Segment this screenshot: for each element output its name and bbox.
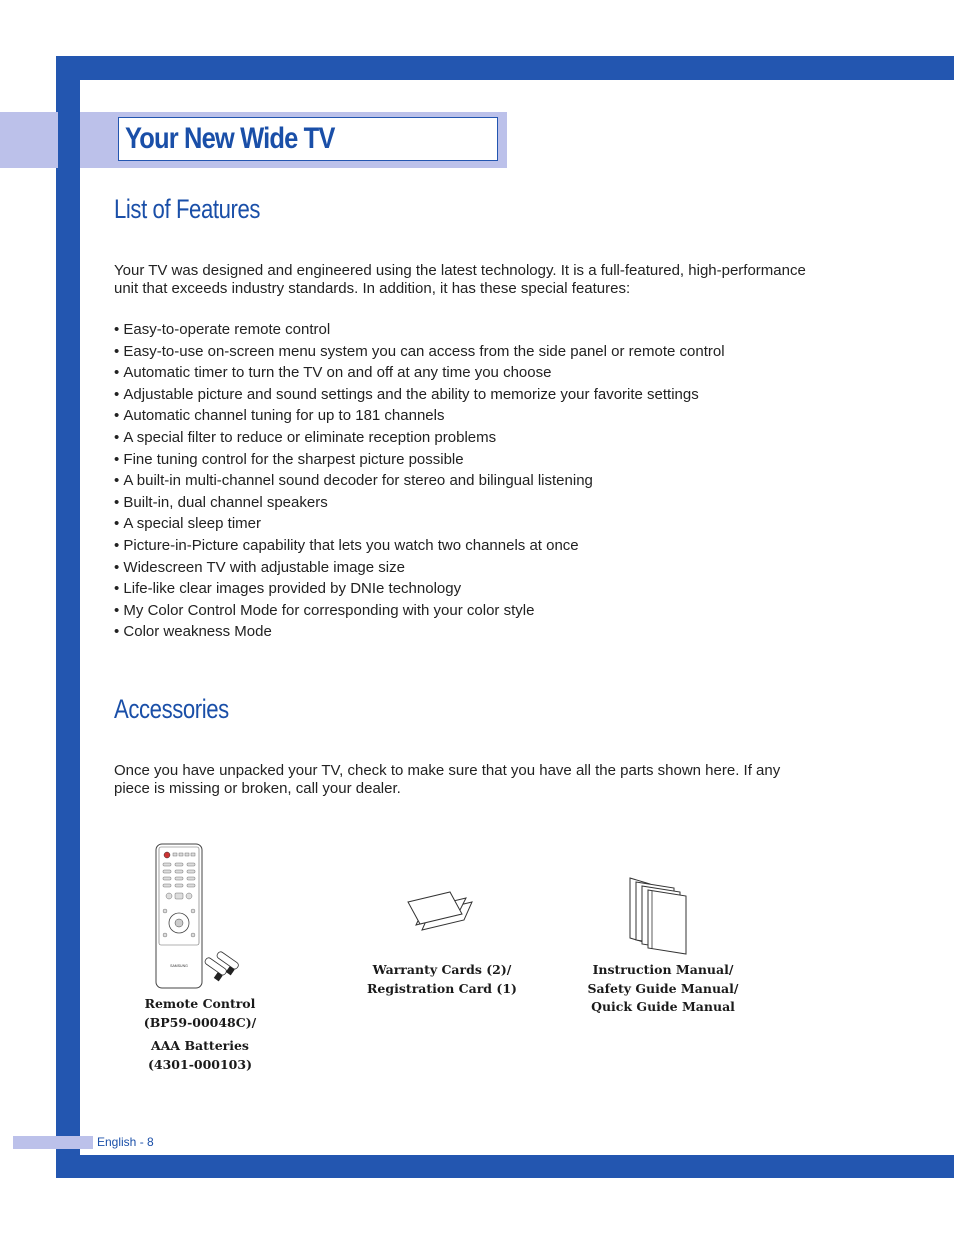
battery-icon — [204, 951, 240, 982]
footer-accent-bar — [13, 1136, 93, 1149]
features-heading: List of Features — [114, 194, 261, 224]
cards-caption-line-1: Warranty Cards (2)/ — [372, 962, 512, 977]
list-item: • Easy-to-use on-screen menu system you can access from the side panel or remote control — [114, 341, 725, 363]
list-item: • Picture-in-Picture capability that lets you watch two channels at once — [114, 535, 725, 557]
accessories-intro-line-2: piece is missing or broken, call your dealer. — [114, 780, 401, 797]
cards-caption-line-2: Registration Card (1) — [367, 980, 517, 996]
features-intro-line-2: unit that exceeds industry standards. In addition, it has these special features: — [114, 280, 631, 297]
accessories-intro-line-1: Once you have unpacked your TV, check to make sure that you have all the parts shown here. If any — [114, 762, 781, 779]
manuals-caption-line-1: Instruction Manual/ — [592, 962, 734, 977]
page-number: English - 8 — [97, 1135, 154, 1149]
remote-caption-line-1: Remote Control — [144, 996, 256, 1011]
accessories-heading: Accessories — [114, 694, 229, 724]
list-item: • A built-in multi-channel sound decoder for stereo and bilingual listening — [114, 470, 725, 492]
list-item: • Automatic timer to turn the TV on and off at any time you choose — [114, 362, 725, 384]
remote-caption-line-2: (BP59-00048C)/ — [143, 1014, 257, 1030]
list-item: • Fine tuning control for the sharpest picture possible — [114, 449, 725, 471]
frame-left-bar — [56, 56, 80, 1178]
manuals-icon — [628, 876, 692, 958]
list-item: • Built-in, dual channel speakers — [114, 492, 725, 514]
remote-control-icon — [155, 843, 250, 993]
frame-bottom-bar — [56, 1155, 954, 1178]
remote-brand-label: SAMSUNG — [170, 964, 188, 968]
frame-top-bar — [56, 56, 954, 80]
list-item: • Automatic channel tuning for up to 181 channels — [114, 405, 725, 427]
list-item: • Color weakness Mode — [114, 621, 725, 643]
list-item: • Adjustable picture and sound settings and the ability to memorize your favorite settings — [114, 384, 725, 406]
list-item: • Life-like clear images provided by DNIe technology — [114, 578, 725, 600]
list-item: • Easy-to-operate remote control — [114, 319, 725, 341]
list-item: • Widescreen TV with adjustable image size — [114, 557, 725, 579]
warranty-cards-icon — [404, 890, 476, 940]
manuals-caption — [582, 961, 744, 1017]
features-intro-line-1: Your TV was designed and engineered using the latest technology. It is a full-featured, high-performance — [114, 262, 806, 279]
title-accent-block — [0, 112, 58, 168]
manuals-caption-line-2: Safety Guide Manual/ — [587, 980, 739, 996]
features-list — [114, 319, 725, 643]
list-item: • A special filter to reduce or eliminate reception problems — [114, 427, 725, 449]
manuals-caption-line-3: Quick Guide Manual — [591, 999, 735, 1014]
title-banner — [80, 112, 507, 168]
batteries-caption-line-1: AAA Batteries — [151, 1038, 249, 1053]
page-title: Your New Wide TV — [125, 122, 335, 155]
accessories-intro — [114, 762, 829, 798]
remote-caption — [130, 995, 270, 1074]
list-item: • My Color Control Mode for corresponding with your color style — [114, 600, 725, 622]
cards-caption — [362, 961, 522, 998]
features-intro — [114, 262, 829, 298]
title-frame — [118, 117, 498, 161]
list-item: • A special sleep timer — [114, 513, 725, 535]
batteries-caption-line-2: (4301-000103) — [148, 1056, 252, 1072]
